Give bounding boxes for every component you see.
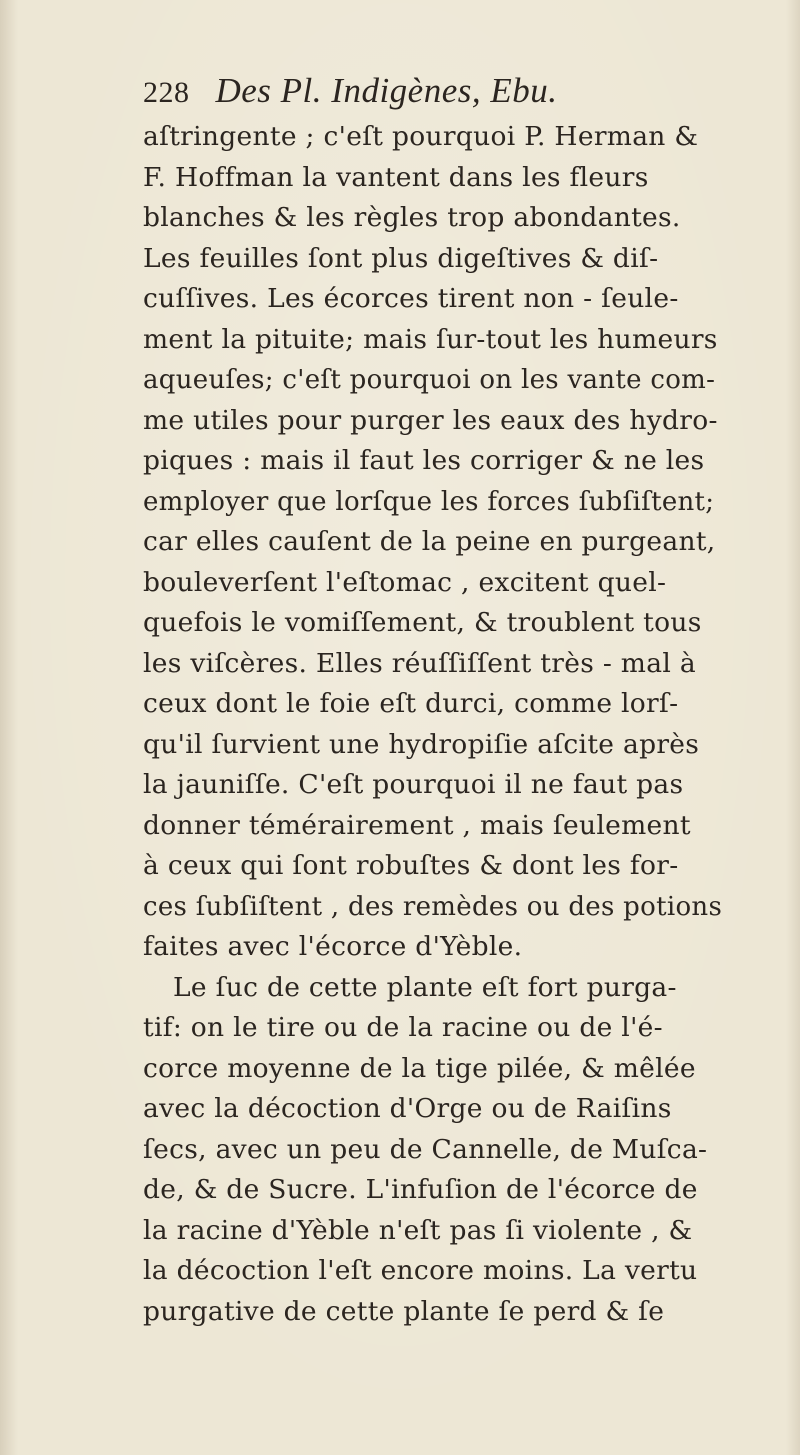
text-line: ſecs, avec un peu de Cannelle, de Muſca- (143, 1133, 708, 1165)
text-line: bouleverſent l'eſtomac , excitent quel- (143, 566, 667, 598)
text-line: ces ſubſiſtent , des remèdes ou des potions (143, 891, 723, 922)
text-line: la décoction l'eſt encore moins. La vertu (143, 1255, 698, 1286)
text-line: donner témérairement , mais ſeulement (143, 809, 691, 841)
paragraph-end-line: faites avec l'écorce d'Yèble. (143, 931, 523, 962)
text-line: la jauniſſe. C'eſt pourquoi il ne faut pas (143, 769, 684, 800)
text-line: car elles cauſent de la peine en purgeant, (143, 526, 716, 557)
text-line: aſtringente ; c'eſt pourquoi P. Herman & (143, 121, 699, 152)
running-head (143, 66, 713, 116)
text-line: ceux dont le foie eſt durci, comme lorſ- (143, 688, 679, 719)
text-line: de, & de Sucre. L'infuſion de l'écorce de (143, 1174, 698, 1205)
text-line: employer que lorſque les forces ſubſiſtent; (143, 486, 715, 517)
text-line: F. Hoffman la vantent dans les fleurs (143, 161, 649, 193)
page-edge-shadow-left (0, 0, 18, 1455)
text-line: blanches & les règles trop abondantes. (143, 202, 681, 233)
body-text (143, 117, 723, 1332)
page-edge-shadow-right (786, 0, 800, 1455)
running-head-title: Des Pl. Indigènes, Ebu. (215, 71, 558, 110)
paragraph-start-line: Le ſuc de cette plante eſt fort purga- (173, 971, 677, 1003)
text-line: purgative de cette plante ſe perd & ſe (143, 1295, 665, 1327)
text-line: corce moyenne de la tige pilée, & mêlée (143, 1052, 696, 1084)
text-line: piques : mais il faut les corriger & ne les (143, 445, 705, 476)
text-line: aqueuſes; c'eſt pourquoi on les vante com- (143, 365, 716, 395)
page-number: 228 (143, 76, 190, 109)
text-line: quefois le vomiſſement, & troublent tous (143, 607, 702, 638)
text-line: Les feuilles ſont plus digeſtives & diſ- (143, 242, 659, 274)
text-line: ment la pituite; mais ſur-tout les humeurs (143, 323, 718, 355)
text-line: me utiles pour purger les eaux des hydro- (143, 404, 718, 436)
text-line: cuſſives. Les écorces tirent non - ſeule- (143, 283, 679, 314)
text-line: à ceux qui ſont robuſtes & dont les for- (143, 850, 679, 881)
text-line: la racine d'Yèble n'eſt pas ſi violente , & (143, 1214, 693, 1246)
text-line: tif: on le tire ou de la racine ou de l'é- (143, 1012, 663, 1043)
text-line: les viſcères. Elles réuſſiſſent très - mal à (143, 647, 696, 679)
text-line: avec la décoction d'Orge ou de Raiſins (143, 1093, 672, 1124)
text-line: qu'il ſurvient une hydropiſie aſcite après (143, 728, 700, 760)
